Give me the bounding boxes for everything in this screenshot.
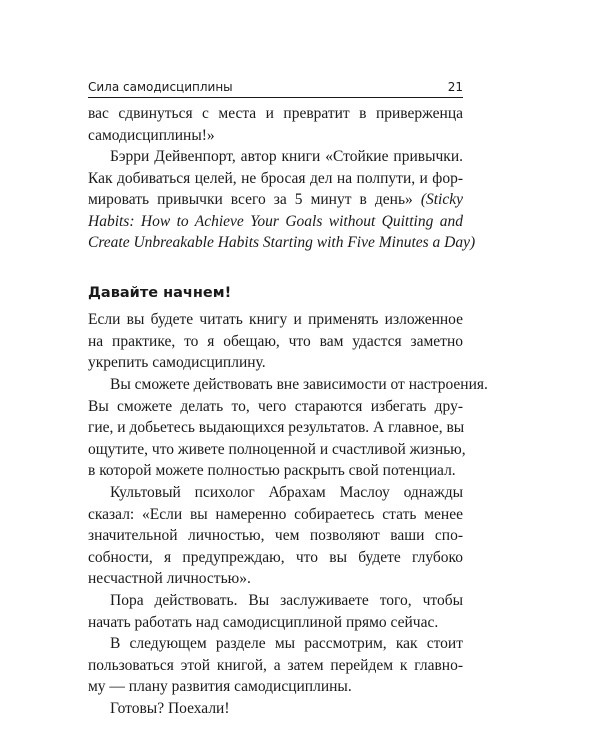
paragraph-line: му — плану развития самодисциплины. xyxy=(88,678,352,695)
paragraph-line: гие, и добьетесь выдающихся результатов. А главное, вы xyxy=(88,419,465,436)
paragraph xyxy=(88,482,463,590)
quote-continuation xyxy=(88,103,463,146)
paragraph xyxy=(88,698,463,720)
paragraph xyxy=(88,309,463,374)
paragraph-line: в которой можете полностью раскрыть свой потенциал. xyxy=(88,462,456,479)
paragraph-line: В следующем разделе мы рассмотрим, как стоит xyxy=(110,635,463,652)
attribution-book-title: (Sticky xyxy=(420,191,463,208)
header-rule xyxy=(88,97,463,98)
paragraph-line: собности, я предупреждаю, что вы будете глубоко xyxy=(88,548,463,566)
quote-line: вас сдвинуться с места и превратит в приверженца xyxy=(88,105,463,122)
paragraph-line: значительной личностью, чем позволяют ваши спо- xyxy=(88,527,463,544)
running-header xyxy=(88,79,463,97)
page-number: 21 xyxy=(447,80,463,94)
paragraph-line: укрепить самодисциплину. xyxy=(88,354,266,371)
attribution-book-title: Create Unbreakable Habits Starting with Five Minutes a Day) xyxy=(88,234,476,251)
paragraph-line: Вы сможете делать то, чего стараются избегать дру- xyxy=(88,397,463,415)
quote-attribution xyxy=(88,146,476,254)
running-header-title: Сила самодисциплины xyxy=(88,80,233,94)
attribution-line: Бэрри Дейвенпорт, автор книги «Стойкие привычки. xyxy=(110,148,463,165)
quote-line: самодисциплины!» xyxy=(88,126,215,144)
attribution-line: Как добиваться целей, не бросая дел на полпути, и фор- xyxy=(88,169,463,187)
attribution-text: мировать привычки всего за 5 минут в день» xyxy=(88,191,413,208)
attribution-line xyxy=(88,189,463,211)
paragraph-line: Культовый психолог Абрахам Маслоу однажды xyxy=(110,484,463,501)
paragraph-line: Вы сможете действовать вне зависимости от настроения. xyxy=(110,376,488,393)
paragraph-line: на практике, то я обещаю, что вам удастся заметно xyxy=(88,332,463,350)
paragraph-line: Пора действовать. Вы заслуживаете того, чтобы xyxy=(110,592,463,609)
paragraph-line: пользоваться этой книгой, а затем перейдем к главно- xyxy=(88,656,463,674)
attribution-book-title: Habits: How to Achieve Your Goals without Quitting and xyxy=(88,212,463,230)
paragraph-line: начать работать над самодисциплиной прямо сейчас. xyxy=(88,613,439,631)
paragraph-line: сказал: «Если вы намеренно собираетесь стать менее xyxy=(88,505,463,523)
paragraph xyxy=(88,590,463,633)
section-heading: Давайте начнем! xyxy=(88,285,232,301)
paragraph-line: Готовы? Поехали! xyxy=(110,700,230,717)
paragraph-line: несчастной личностью». xyxy=(88,570,251,587)
paragraph-line: ощутите, что живете полноценной и счастливой жизнью, xyxy=(88,440,466,458)
paragraph xyxy=(88,633,463,698)
paragraph xyxy=(88,374,488,482)
paragraph-line: Если вы будете читать книгу и применять изложенное xyxy=(88,311,463,328)
